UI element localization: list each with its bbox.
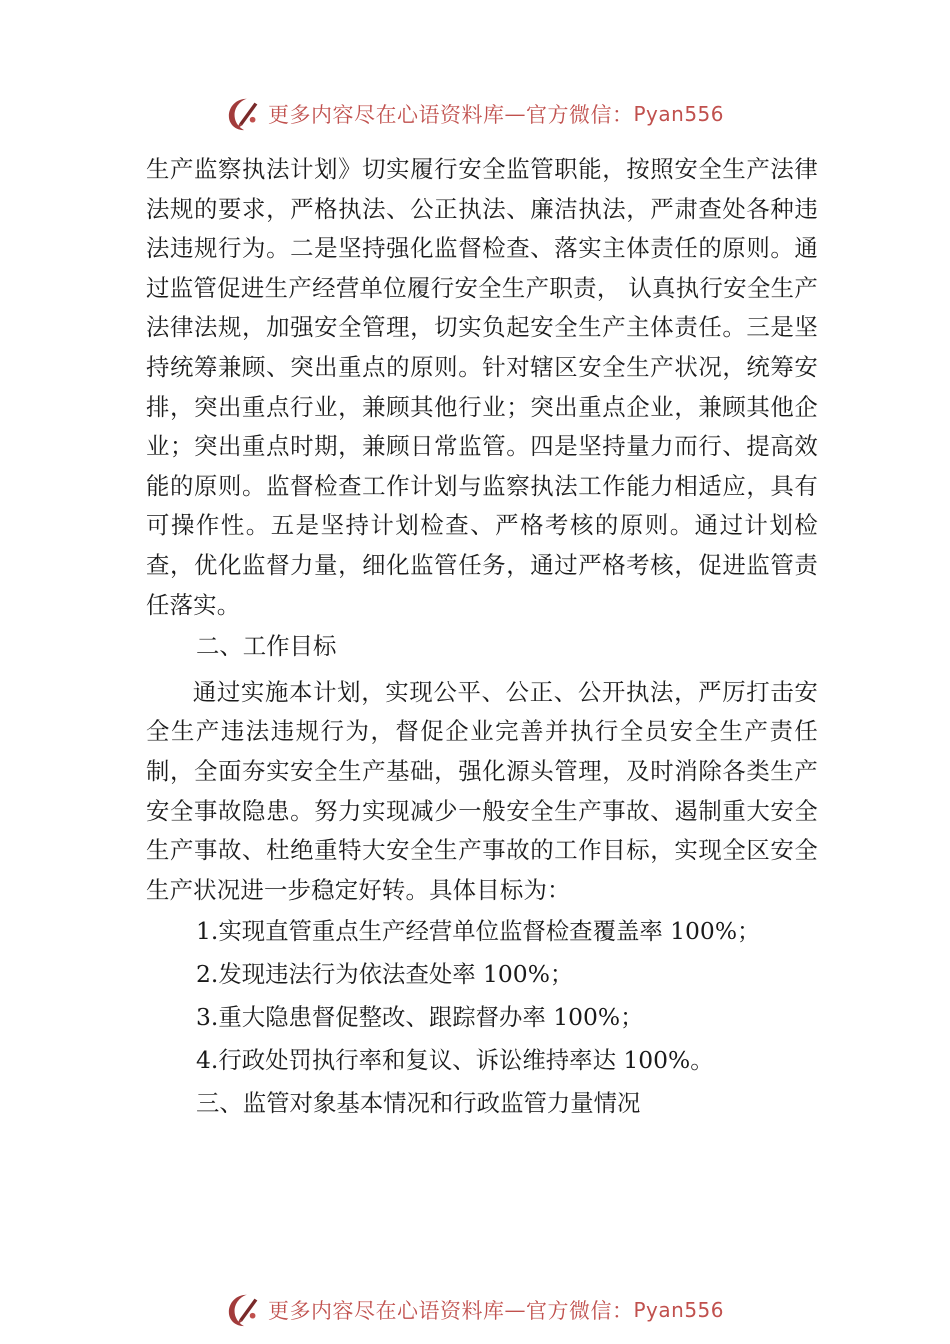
header-watermark-banner bbox=[0, 92, 950, 136]
crescent-pen-logo-icon bbox=[226, 95, 264, 133]
section-heading-goals: 二、工作目标 bbox=[196, 632, 337, 661]
wechat-label: 官方微信： bbox=[525, 103, 634, 127]
wechat-label: 官方微信： bbox=[525, 1299, 634, 1323]
goal-item-4: 4.行政处罚执行率和复议、诉讼维持率达 100%。 bbox=[196, 1046, 714, 1075]
goal-item-1: 1.实现直管重点生产经营单位监督检查覆盖率 100%； bbox=[196, 917, 761, 946]
wechat-id: Pyan556 bbox=[633, 1298, 724, 1322]
goal-item-3: 3.重大隐患督促整改、跟踪督办率 100%； bbox=[196, 1003, 644, 1032]
goal-item-2: 2.发现违法行为依法查处率 100%； bbox=[196, 960, 574, 989]
paragraph-principles: 生产监察执法计划》切实履行安全监管职能，按照安全生产法律法规的要求，严格执法、公正执法、廉洁执法，严肃查处各种违法违规行为。二是坚持强化监督检查、落实主体责任的原则。通过监管促进生产经营单位履行安全生产职责， 认真执行安全生产法律法规，加强安全管理，切实负起安全生产主体责任。三是坚持统筹兼顾、突出重点的原则。针对辖区安全生产状况，统筹安排，突出重点行业，兼顾其他行业；突出重点企业，兼顾其他企业；突出重点时期，兼顾日常监管。四是坚持量力而行、提高效能的原则。监督检查工作计划与监察执法工作能力相适应，具有可操作性。五是坚持计划检查、严格考核的原则。通过计划检查，优化监督力量，细化监管任务，通过严格考核，促进监管责任落实。 bbox=[146, 155, 818, 619]
section-heading-supervision: 三、监管对象基本情况和行政监管力量情况 bbox=[196, 1089, 641, 1118]
watermark-text bbox=[268, 1295, 724, 1325]
paragraph-goals: 通过实施本计划，实现公平、公正、公开执法，严厉打击安全生产违法违规行为，督促企业完善并执行全员安全生产责任制，全面夯实安全生产基础，强化源头管理，及时消除各类生产安全事故隐患。努力实现减少一般安全生产事故、遏制重大安全生产事故、杜绝重特大安全生产事故的工作目标，实现全区安全生产状况进一步稳定好转。具体目标为： bbox=[146, 677, 818, 904]
wechat-id: Pyan556 bbox=[633, 102, 724, 126]
document-body bbox=[146, 150, 818, 1125]
crescent-pen-logo-icon bbox=[226, 1291, 264, 1329]
dash-separator: — bbox=[504, 102, 526, 126]
site-name: 更多内容尽在心语资料库 bbox=[267, 103, 505, 127]
dash-separator: — bbox=[504, 1298, 526, 1322]
watermark-text bbox=[268, 99, 724, 129]
footer-watermark-banner bbox=[0, 1288, 950, 1332]
site-name: 更多内容尽在心语资料库 bbox=[267, 1299, 505, 1323]
